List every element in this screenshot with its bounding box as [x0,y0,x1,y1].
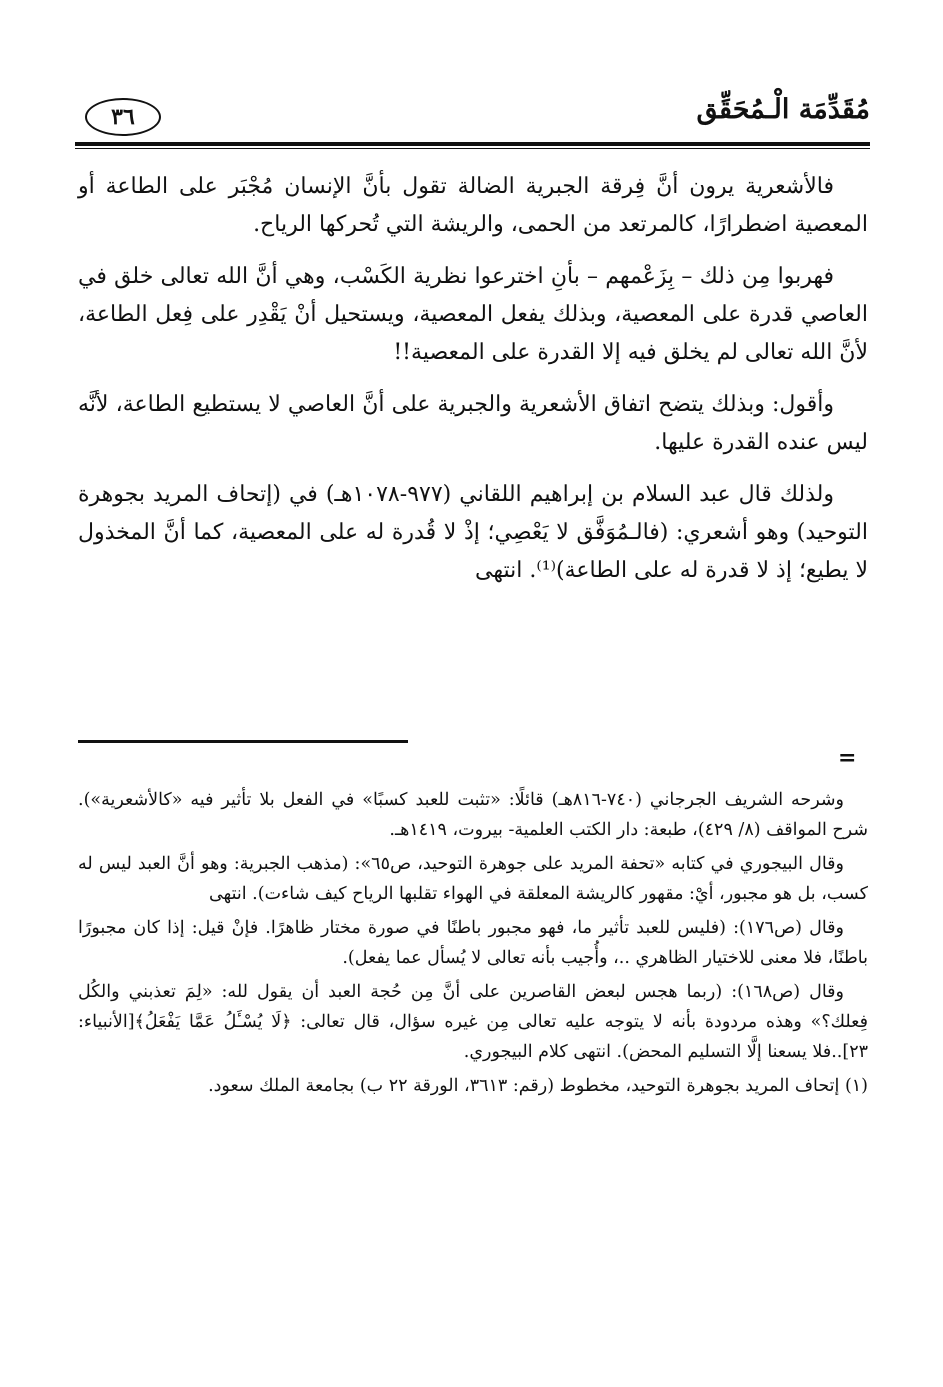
header-rule-thin [75,148,870,149]
footnotes [78,785,868,1105]
footnote-paragraph: وشرحه الشريف الجرجاني (٧٤٠-٨١٦هـ) قائلًا: «تثبت للعبد كسبًا» في الفعل بلا تأثير فيه «كالأشعرية»). شرح المواقف (٨/ ٤٢٩)، طبعة: دار الكتب العلمية- بيروت، ١٤١٩هـ. [78,790,868,840]
page-number: ٣٦ [85,98,161,136]
header-rule [75,142,870,146]
main-text [78,168,868,604]
footnote-separator [78,740,408,743]
paragraph: ولذلك قال عبد السلام بن إبراهيم اللقاني (٩٧٧-١٠٧٨هـ) في (إتحاف المريد بجوهرة التوحيد) وهو أشعري: (فالـمُوَفَّق لا يَعْصِي؛ إذْ لا قُدرة له على المعصية، كما أنَّ المخذول لا يطيع؛ إذ لا قدرة له على الطاعة)⁽¹⁾. انتهى [78,482,868,583]
page-header [75,88,870,150]
running-title: مُقَدِّمَة الْـمُحَقِّق [696,94,870,125]
paragraph: وأقول: وبذلك يتضح اتفاق الأشعرية والجبرية على أنَّ العاصي لا يستطيع الطاعة، لأنَّه ليس عنده القدرة عليها. [78,392,868,455]
footnote-paragraph: وقال (ص١٧٦): (فليس للعبد تأثير ما، فهو مجبور باطنًا في صورة مختار ظاهرًا. فإنْ قيل: إذا كان مجبورًا باطنًا، فلا معنى للاختيار الظاهري ..، وأُجيب بأنه تعالى لا يُسأل عما يفعل). [78,918,868,968]
paragraph: فهربوا مِن ذلك – بِزَعْمهم – بأنِ اخترعوا نظرية الكَسْب، وهي أنَّ الله تعالى خلق في العاصي قدرة على المعصية، وبذلك يفعل المعصية، ويستحيل أنْ يَقْدِر على فِعل الطاعة، لأنَّ الله تعالى لم يخلق فيه إلا القدرة على المعصية!! [78,264,868,365]
footnote-1: (١) إتحاف المريد بجوهرة التوحيد، مخطوط (رقم: ٣٦١٣، الورقة ٢٢ ب) بجامعة الملك سعود. [208,1076,868,1096]
footnote-paragraph: وقال البيجوري في كتابه «تحفة المريد على جوهرة التوحيد، ص٦٥»: (مذهب الجبرية: وهو أنَّ العبد ليس له كسب، بل هو مجبور، أيْ: مقهور كالريشة المعلقة في الهواء تقلبها الرياح كيف شاءت). انتهى [78,854,868,904]
footnote-paragraph: وقال (ص١٦٨): (ربما هجس لبعض القاصرين على أنَّ مِن حُجة العبد أن يقول لله: «لِمَ تعذبني والكُل فِعلك؟» وهذه مردودة بأنه لا يتوجه عليه تعالى مِن غيره سؤال، قال تعالى: ﴿لَا يُسْـَٔلُ عَمَّا يَفْعَلُ﴾[الأنبياء: ٢٣]..فلا يسعنا إلَّا التسليم المحض). انتهى كلام البيجوري. [78,982,868,1062]
paragraph: فالأشعرية يرون أنَّ فِرقة الجبرية الضالة تقول بأنَّ الإنسان مُجْبَر على الطاعة أو المعصية اضطرارًا، كالمرتعد من الحمى، والريشة التي تُحركها الرياح. [78,174,868,237]
footnote-continuation-marker: = [838,745,857,771]
